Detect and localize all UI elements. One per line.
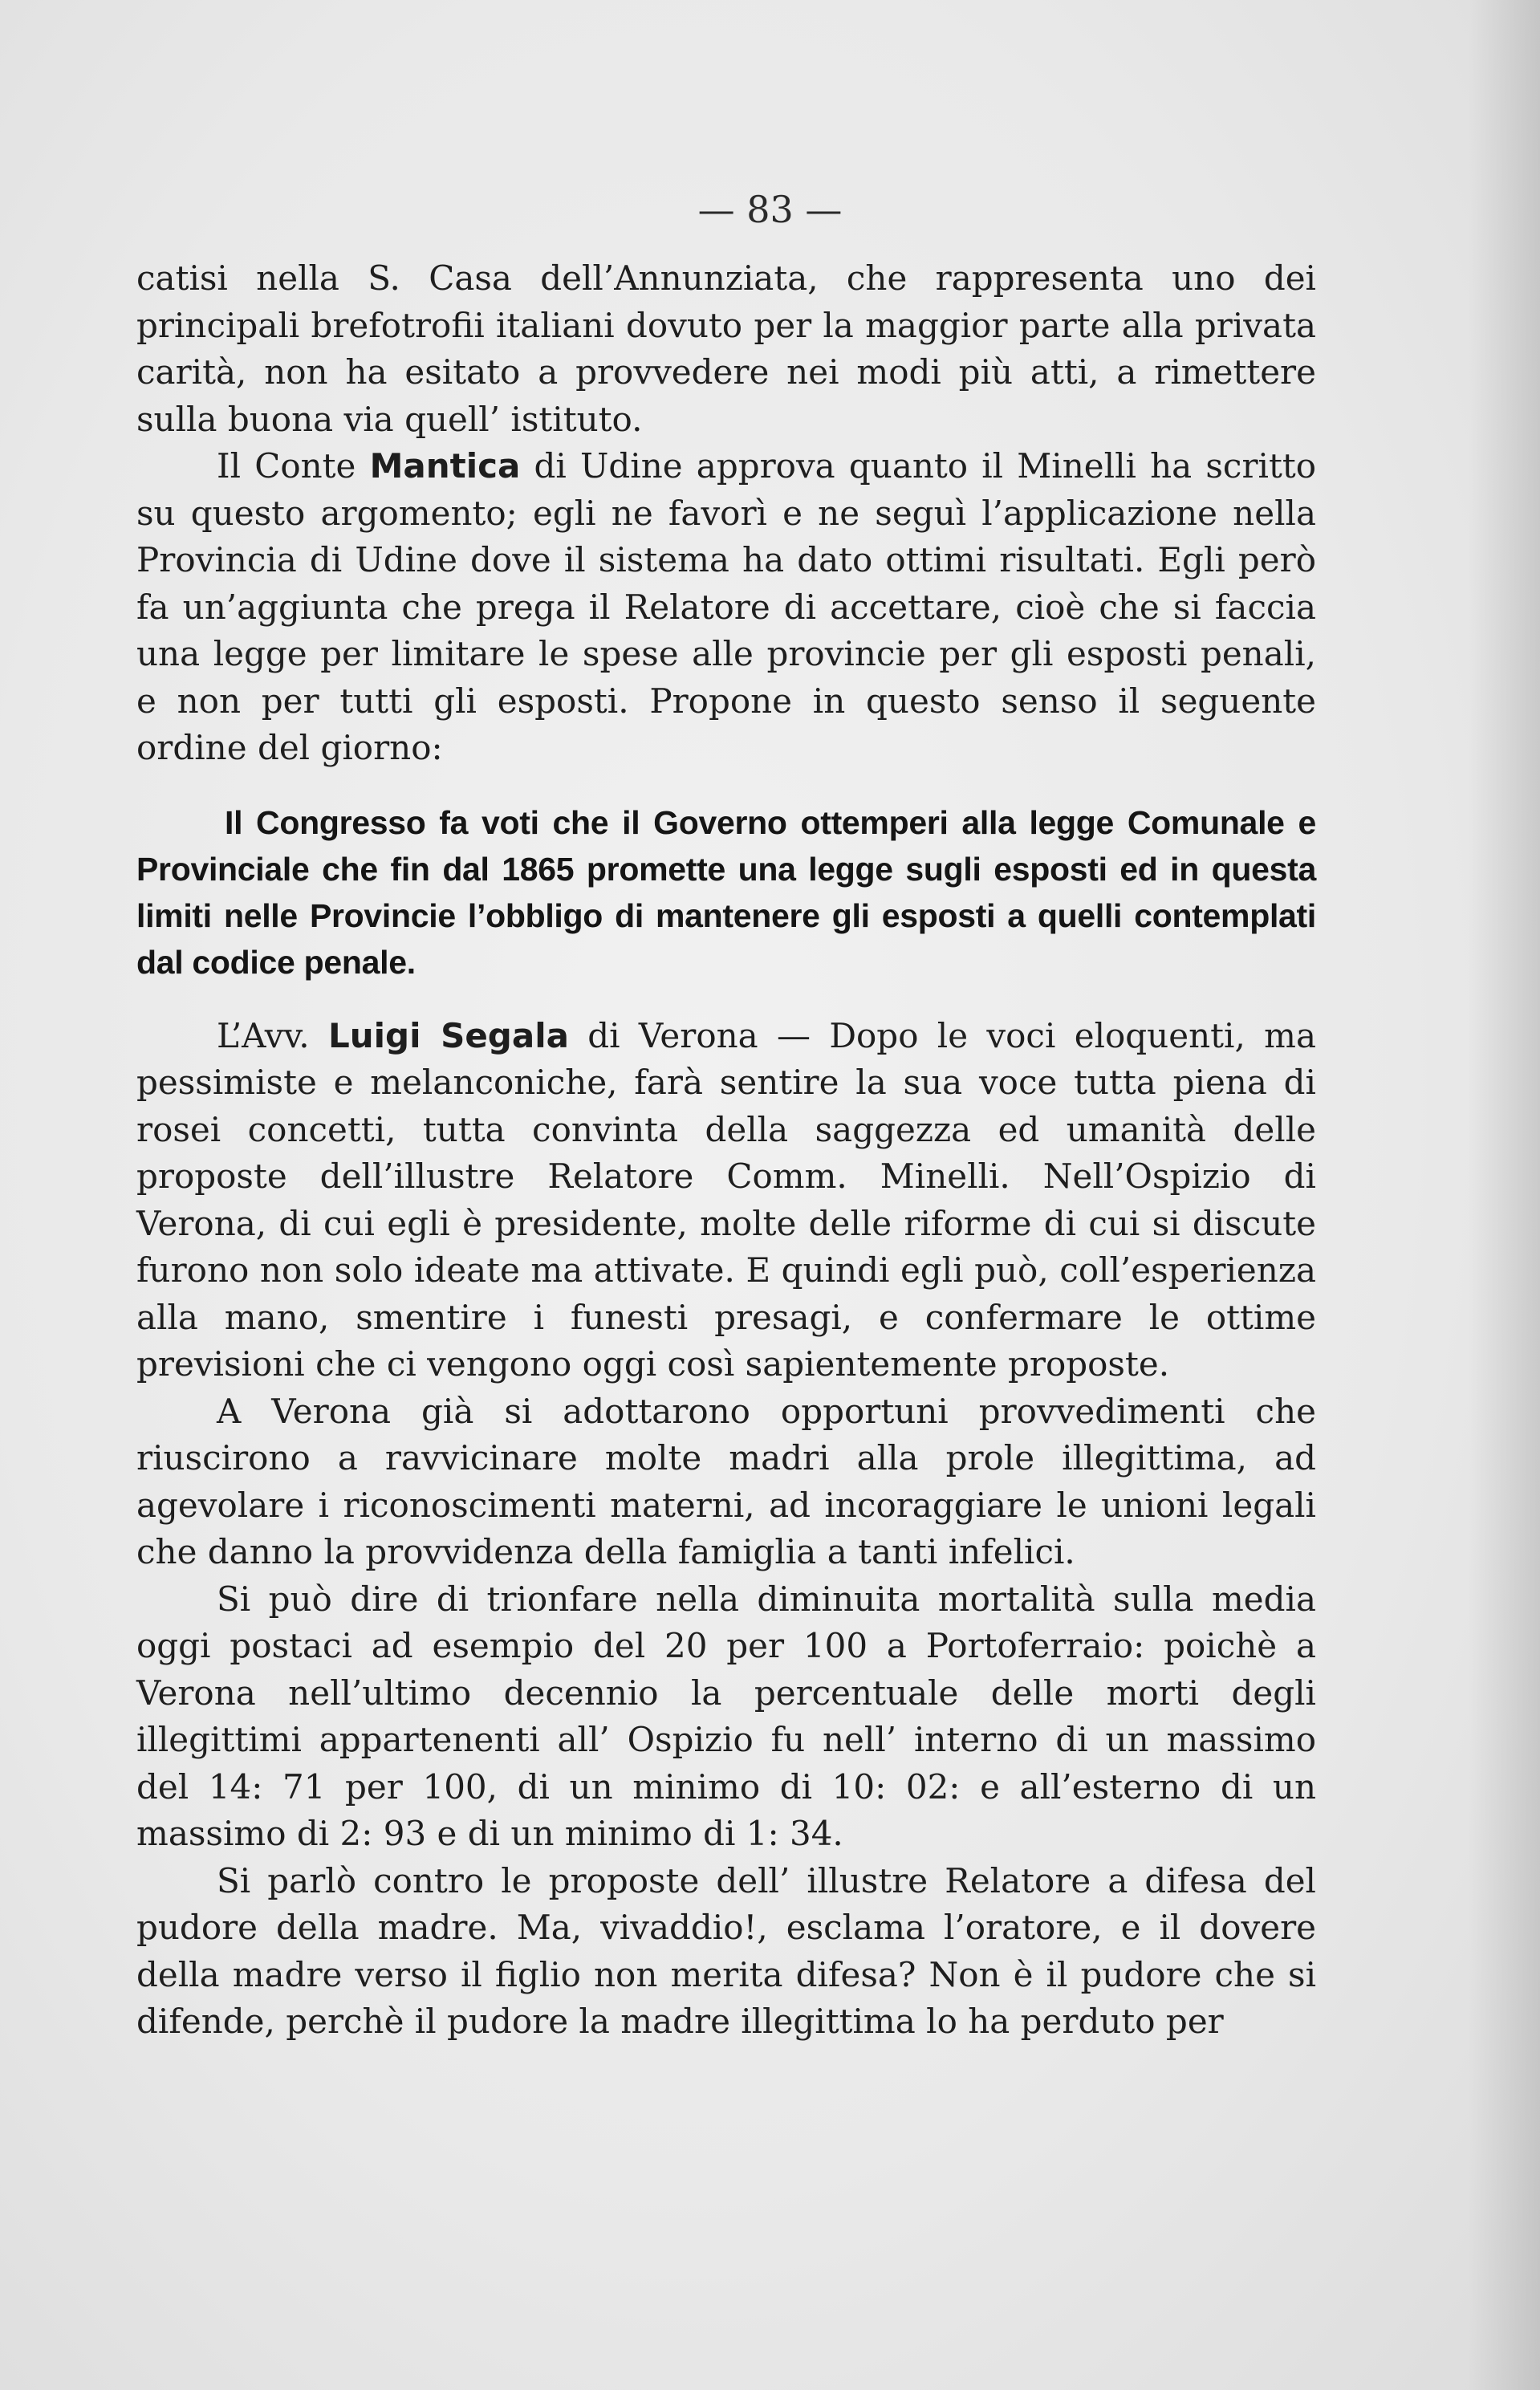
- page-edge-shadow: [1468, 0, 1540, 2390]
- paragraph-text: di Udine approva quanto il Minelli ha scritto su questo argomento; egli ne favorì e ne seguì l’applicazione nella Provincia di Udine dove il sistema ha dato ottimi risultati. Egli però fa un’aggiunta che prega il Relatore di accettare, cioè che si faccia una legge per limitare le spese alle provincie per gli esposti penali, e non per tutti gli esposti. Propone in questo senso il seguente ordine del giorno:: [136, 446, 1316, 767]
- paragraph-2: [136, 443, 1316, 772]
- motion-text: [136, 799, 1316, 986]
- paragraph-prefix: L’Avv.: [217, 1015, 328, 1055]
- speaker-name: Luigi Segala: [327, 1015, 569, 1055]
- paragraph-1: [136, 255, 1316, 443]
- paragraph-text: Si può dire di trionfare nella diminuita mortalità sulla media oggi postaci ad esempio del 20 per 100 a Portoferraio: poichè a Verona nell’ultimo decennio la percentuale delle morti degli illegittimi appartenenti all’ Ospizio fu nell’ interno di un massimo del 14: 71 per 100, di un minimo di 10: 02: e all’esterno di un massimo di 2: 93 e di un minimo di 1: 34.: [136, 1579, 1316, 1853]
- page-body: [136, 255, 1316, 2046]
- page-number: — 83 —: [697, 188, 843, 231]
- paragraph-6: [136, 1576, 1316, 1858]
- paragraph-text: di Verona — Dopo le voci eloquenti, ma pessimiste e melanconiche, farà sentire la sua voce tutta piena di rosei concetti, tutta convinta della saggezza ed umanità delle proposte dell’illustre Relatore Comm. Minelli. Nell’Ospizio di Verona, di cui egli è presidente, molte delle riforme di cui si discute furono non solo ideate ma attivate. E quindi egli può, coll’esperienza alla mano, smentire i funesti presagi, e confermare le ottime previsioni che ci vengono oggi così sapientemente proposte.: [136, 1015, 1316, 1384]
- paragraph-text: catisi nella S. Casa dell’Annunziata, che rappresenta uno dei principali brefotrofii italiani dovuto per la maggior parte alla privata carità, non ha esitato a provvedere nei modi più atti, a rimettere sulla buona via quell’ istituto.: [136, 258, 1316, 439]
- paragraph-7: [136, 1858, 1316, 2046]
- paragraph-5: [136, 1388, 1316, 1576]
- paragraph-4: [136, 1013, 1316, 1388]
- paragraph-text: Si parlò contro le proposte dell’ illustre Relatore a difesa del pudore della madre. Ma, vivaddio!, esclama l’oratore, e il dovere della madre verso il figlio non merita difesa? Non è il pudore che si difende, perchè il pudore la madre illegittima lo ha perduto per: [136, 1860, 1316, 2041]
- paragraph-text: A Verona già si adottarono opportuni provvedimenti che riuscirono a ravvicinare molte madri alla prole illegittima, ad agevolare i riconoscimenti materni, ad incoraggiare le unioni legali che danno la provvidenza della famiglia a tanti infelici.: [136, 1391, 1316, 1571]
- speaker-name: Mantica: [369, 446, 521, 486]
- paragraph-prefix: Il Conte: [217, 446, 370, 486]
- motion-body: Il Congresso fa voti che il Governo ottemperi alla legge Comunale e Provinciale che fin dal 1865 promette una legge sugli esposti ed in questa limiti nelle Provincie l’obbligo di mantenere gli esposti a quelli contemplati dal codice penale.: [136, 803, 1316, 981]
